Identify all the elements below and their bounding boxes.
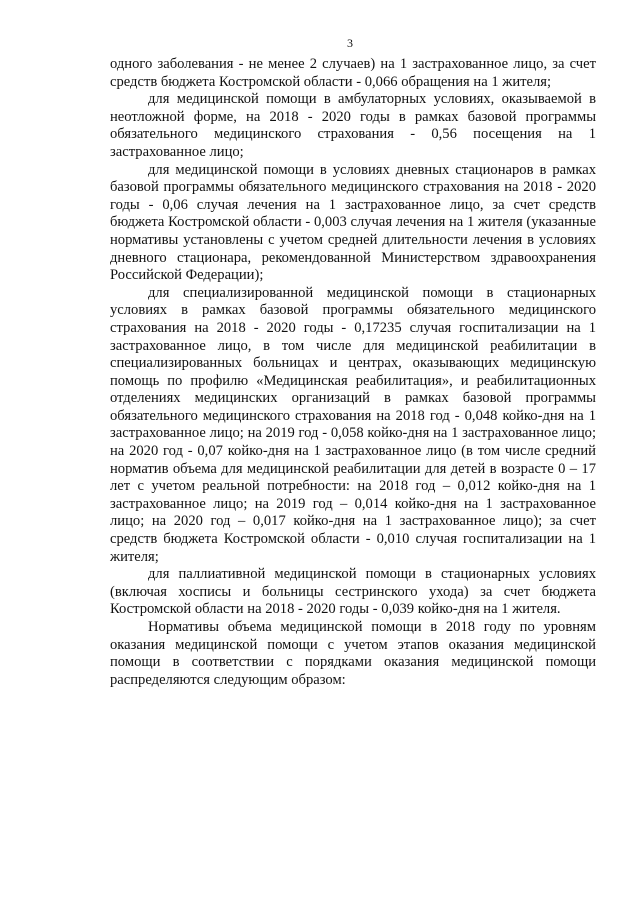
paragraph-specialized-inpatient-care: для специализированной медицинской помощи в стационарных условиях в рамках базовой программы обязательного медицинского страхования на 2018 - 2020 годы - 0,17235 случая госпитализации на 1 застрахованное лицо, в том числе для медицинской реабилитации в специализированных больницах и центрах, оказывающих медицинскую помощь по профилю «Медицинская реабилитация», и реабилитационных отделениях медицинских организаций в рамках базовой программы обязательного медицинского страхования на 2018 год - 0,048 койко-дня на 1 застрахованное лицо; на 2019 год - 0,058 койко-дня на 1 застрахованное лицо; на 2020 год - 0,07 койко-дня на 1 застрахованное лицо (в том числе средний норматив объема для медицинской реабилитации для детей в возрасте 0 – 17 лет с учетом реальной потребности: на 2018 год – 0,012 койко-дня на 1 застрахованное лицо; на 2019 год – 0,014 койко-дня на 1 застрахованное лицо; на 2020 год – 0,017 койко-дня на 1 застрахованное лицо); за счет средств бюджета Костромской области - 0,010 случая госпитализации на 1 жителя; [110,284,596,565]
paragraph-palliative-care: для паллиативной медицинской помощи в стационарных условиях (включая хосписы и больницы сестринского ухода) за счет бюджета Костромской области на 2018 - 2020 годы - 0,039 койко-дня на 1 жителя. [110,566,596,618]
paragraph-continuation: одного заболевания - не менее 2 случаев) на 1 застрахованное лицо, за счет средств бюджета Костромской области - 0,066 обращения на 1 жителя; [110,56,596,90]
page-number: 3 [347,36,353,50]
paragraph-day-hospital-care: для медицинской помощи в условиях дневных стационаров в рамках базовой программы обязательного медицинского страхования на 2018 - 2020 годы - 0,06 случая лечения на 1 застрахованное лицо, за счет средств бюджета Костромской области - 0,003 случая лечения на 1 жителя (указанные нормативы установлены с учетом средней длительности лечения в условиях дневного стационара, рекомендованной Министерством здравоохранения Российской Федерации); [110,161,596,284]
document-body [110,56,596,689]
paragraph-care-levels-distribution: Нормативы объема медицинской помощи в 2018 году по уровням оказания медицинской помощи с учетом этапов оказания медицинской помощи в соответствии с порядками оказания медицинской помощи распределяются следующим образом: [110,619,596,688]
paragraph-emergency-outpatient-care: для медицинской помощи в амбулаторных условиях, оказываемой в неотложной форме, на 2018 - 2020 годы в рамках базовой программы обязательного медицинского страхования - 0,56 посещения на 1 застрахованное лицо; [110,91,596,160]
